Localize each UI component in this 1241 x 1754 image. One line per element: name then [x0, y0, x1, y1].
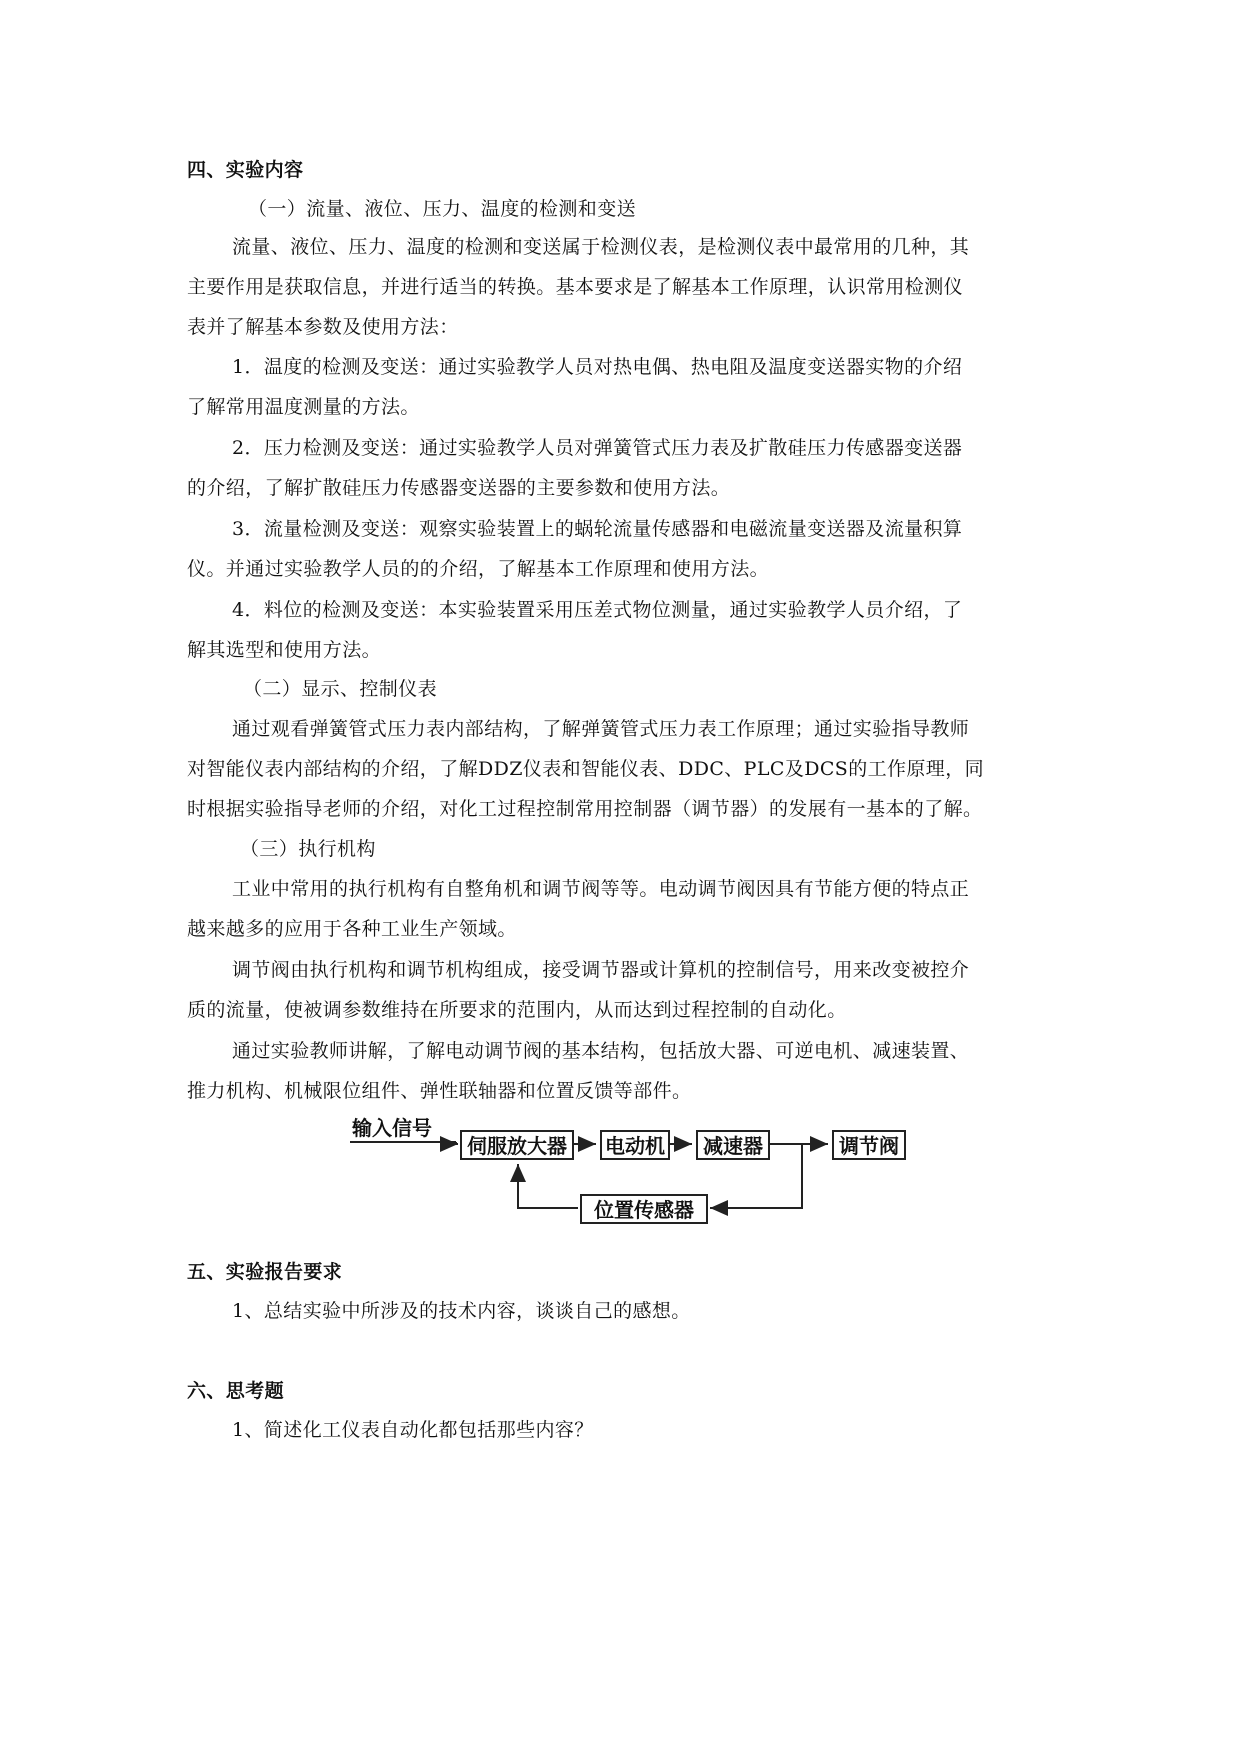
subsection3-title: （三）执行机构: [240, 838, 376, 860]
sub1-item4-line1: 4．料位的检测及变送：本实验装置采用压差式物位测量，通过实验教学人员介绍，了: [232, 599, 963, 621]
reducer-box: 减速器: [696, 1130, 770, 1160]
section4-heading: 四、实验内容: [187, 159, 304, 181]
sub3-p1-line1: 工业中常用的执行机构有自整角机和调节阀等等。电动调节阀因具有节能方便的特点正: [232, 878, 970, 900]
section5-heading: 五、实验报告要求: [187, 1261, 343, 1283]
motor-box: 电动机: [600, 1130, 670, 1160]
sub3-p1-line2: 越来越多的应用于各种工业生产领域。: [187, 918, 517, 940]
input-signal-label: 输入信号: [352, 1116, 432, 1140]
sub1-item3-line2: 仪。并通过实验教学人员的的介绍，了解基本工作原理和使用方法。: [187, 558, 770, 580]
sub1-item3-line1: 3．流量检测及变送：观察实验装置上的蜗轮流量传感器和电磁流量变送器及流量积算: [232, 518, 963, 540]
sub3-p3-line1: 通过实验教师讲解，了解电动调节阀的基本结构，包括放大器、可逆电机、减速装置、: [232, 1040, 970, 1062]
sub1-intro-line2: 主要作用是获取信息，并进行适当的转换。基本要求是了解基本工作原理，认识常用检测仪: [187, 276, 964, 298]
sub3-p3-line2: 推力机构、机械限位组件、弹性联轴器和位置反馈等部件。: [187, 1080, 692, 1102]
sub2-line3: 时根据实验指导老师的介绍，对化工过程控制常用控制器（调节器）的发展有一基本的了解。: [187, 798, 983, 820]
actuator-block-diagram: [340, 1118, 940, 1238]
sub3-p2-line2: 质的流量，使被调参数维持在所要求的范围内，从而达到过程控制的自动化。: [187, 999, 847, 1021]
valve-box: 调节阀: [832, 1130, 906, 1160]
sub2-line1: 通过观看弹簧管式压力表内部结构，了解弹簧管式压力表工作原理；通过实验指导教师: [232, 718, 970, 740]
sub1-intro-line1: 流量、液位、压力、温度的检测和变送属于检测仪表，是检测仪表中最常用的几种，其: [232, 236, 970, 258]
sub1-item1-line2: 了解常用温度测量的方法。: [187, 396, 420, 418]
position-sensor-box: 位置传感器: [580, 1194, 708, 1224]
sub3-p2-line1: 调节阀由执行机构和调节机构组成，接受调节器或计算机的控制信号，用来改变被控介: [232, 959, 970, 981]
section6-item1: 1、简述化工仪表自动化都包括那些内容？: [232, 1419, 594, 1441]
sub2-line2: 对智能仪表内部结构的介绍，了解DDZ仪表和智能仪表、DDC、PLC及DCS的工作原理，同: [187, 758, 985, 780]
section6-heading: 六、思考题: [187, 1380, 285, 1402]
arrow-sensor-to-servo: [518, 1164, 578, 1208]
section5-item1: 1、总结实验中所涉及的技术内容，谈谈自己的感想。: [232, 1300, 691, 1322]
sub1-item1-line1: 1．温度的检测及变送：通过实验教学人员对热电偶、热电阻及温度变送器实物的介绍: [232, 356, 963, 378]
sub1-intro-line3: 表并了解基本参数及使用方法：: [187, 316, 459, 338]
subsection1-title: （一）流量、液位、压力、温度的检测和变送: [248, 198, 637, 220]
sub1-item2-line1: 2．压力检测及变送：通过实验教学人员对弹簧管式压力表及扩散硅压力传感器变送器: [232, 437, 963, 459]
sub1-item2-line2: 的介绍，了解扩散硅压力传感器变送器的主要参数和使用方法。: [187, 477, 731, 499]
servo-amplifier-box: 伺服放大器: [460, 1130, 574, 1160]
subsection2-title: （二）显示、控制仪表: [243, 678, 438, 700]
sub1-item4-line2: 解其选型和使用方法。: [187, 639, 382, 661]
